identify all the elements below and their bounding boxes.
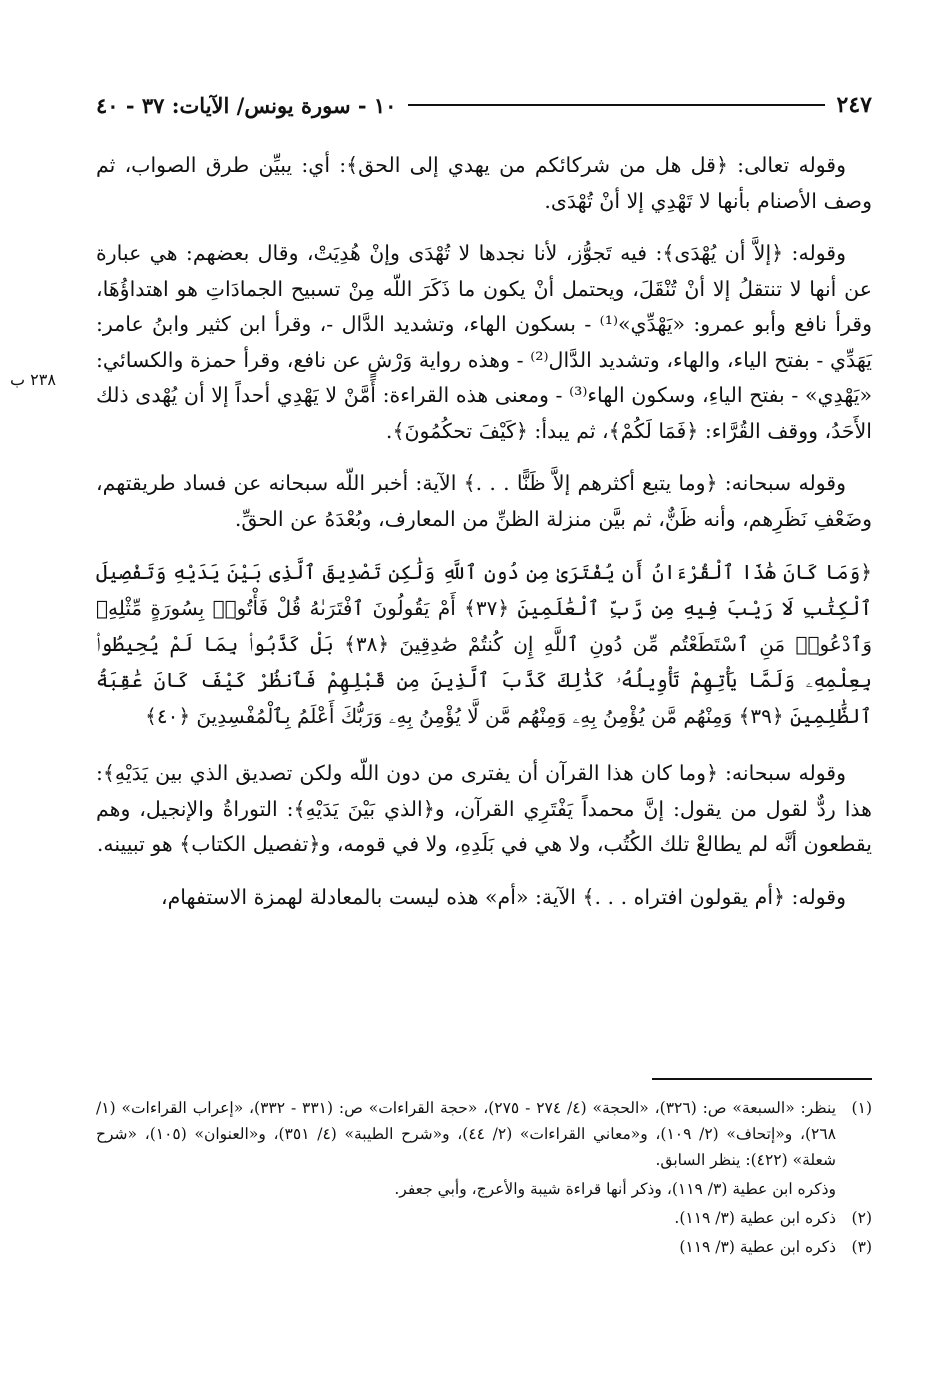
footnote [96,1095,872,1173]
header-rule [408,104,824,106]
running-title: ١٠ - سورة يونس/ الآيات: ٣٧ - ٤٠ [96,92,397,118]
footnote-number: (٣) [851,1238,872,1256]
footnote-number [836,1176,872,1202]
footnote-text: ذكره ابن عطية (٣/ ١١٩). [674,1209,836,1227]
footnote [96,1205,872,1231]
footnote-separator [652,1078,872,1080]
footnote [96,1234,872,1260]
quran-verses: ﴿وَمَا كَانَ هَٰذَا ٱلْقُرْءَانُ أَن يُفْتَرَىٰ مِن دُونِ ٱللَّهِ وَلَٰكِن تَصْدِيقَ ٱلَّذِى بَيْنَ يَدَيْهِ وَتَفْصِيلَ ٱلْكِتَٰبِ لَا رَيْبَ فِيهِ مِن رَّبِّ ٱلْعَٰلَمِينَ ﴿٣٧﴾ أَمْ يَقُولُونَ ٱفْتَرَىٰهُ قُلْ فَأْتُوا۟ بِسُورَةٍ مِّثْلِهِۦ وَٱدْعُوا۟ مَنِ ٱسْتَطَعْتُم مِّن دُونِ ٱللَّهِ إِن كُنتُمْ صَٰدِقِينَ ﴿٣٨﴾ بَلْ كَذَّبُوا۟ بِمَا لَمْ يُحِيطُوا۟ بِعِلْمِهِۦ وَلَمَّا يَأْتِهِمْ تَأْوِيلُهُۥ كَذَٰلِكَ كَذَّبَ ٱلَّذِينَ مِن قَبْلِهِمْ فَٱنظُرْ كَيْفَ كَانَ عَٰقِبَةُ ٱلظَّٰلِمِينَ ﴿٣٩﴾ وَمِنْهُم مَّن يُؤْمِنُ بِهِۦ وَمِنْهُم مَّن لَّا يُؤْمِنُ بِهِۦ وَرَبُّكَ أَعْلَمُ بِٱلْمُفْسِدِينَ ﴿٤٠﴾ [96,560,872,728]
page-number: ٢٤٧ [836,92,872,118]
margin-folio-note: ٢٣٨ ب [10,370,56,389]
footnotes [96,1095,872,1263]
footnote-number: (٢) [851,1209,872,1227]
paragraph: وقوله: ﴿إلاَّ أن يُهْدَى﴾: فيه تَجوُّز، لأنا نجدها لا تُهْدَى وإنْ هُدِيَتْ، وقال بعضهم: هي عبارة عن أنها لا تنتقلُ إلا أنْ تُنْقَلَ، ويحتمل أنْ يكون ما ذَكَرَ اللّه مِنْ تسبيح الجمادَاتِ هو اهتداؤُهَا، وقرأ نافع وأبو عمرو: «يَهْدِّي»⁽¹⁾ - بسكون الهاء، وتشديد الدَّال -، وقرأ ابن كثير وابنُ عامر: يَهَدِّي - بفتح الياء، والهاء، وتشديد الدَّال⁽²⁾ - وهذه رواية وَرْشٍ عن نافع، وقرأ حمزة والكسائي: «يَهْدِي» - بفتح الياءِ، وسكون الهاء⁽³⁾ - ومعنى هذه القراءة: أَمَّنْ لا يَهْدِي أحداً إلا أن يُهْدى ذلك الأَحَدُ، ووقف القُرَّاء: ﴿فَمَا لَكُمْ﴾، ثم يبدأ: ﴿كَيْفَ تحكُمُونَ﴾. [96,241,873,443]
paragraph: وقوله: ﴿أم يقولون افتراه . . .﴾ الآية: «أم» هذه ليست بالمعادلة لهمزة الاستفهام، [161,884,846,909]
footnote-text: ذكره ابن عطية (٣/ ١١٩) [679,1238,836,1256]
main-text [96,148,872,932]
page-header [96,88,872,122]
paragraph: وقوله سبحانه: ﴿وما يتبع أكثرهم إلاَّ ظَنًّا . . .﴾ الآية: أخبر اللّه سبحانه عن فساد طريقتهم، وضَعْفِ نَظَرِهم، وأنه ظَنٌّ، ثم بيَّن منزلة الظنِّ من المعارف، وبُعْدَهُ عن الحقِّ. [96,471,872,531]
footnote-number: (١) [851,1099,872,1117]
paragraph: وقوله تعالى: ﴿قل هل من شركائكم من يهدي إلى الحق﴾: أي: يبيِّن طرق الصواب، ثم وصف الأصنام بأنها لا تَهْدِي إلا أنْ تُهْدَى. [96,153,872,213]
footnote-text: ينظر: «السبعة» ص: (٣٢٦)، «الحجة» (٤/ ٢٧٤ - ٢٧٥)، «حجة القراءات» ص: (٣٣١ - ٣٣٢)، «إعراب القراءات» (١/ ٢٦٨)، و«إتحاف» (٢/ ١٠٩)، و«معاني القراءات» (٢/ ٤٤)، و«شرح الطيبة» (٤/ ٣٥١)، و«العنوان» (١٠٥)، «شرح شعلة» (٤٢٢): ينظر السابق. [96,1099,837,1169]
footnote [96,1176,872,1202]
paragraph: وقوله سبحانه: ﴿وما كان هذا القرآن أن يفترى من دون اللّه ولكن تصديق الذي بين يَدَيْهِ﴾: هذا ردٌّ لقول من يقول: إنَّ محمداً يَفْتَرِي القرآن، و﴿الذي بَيْنَ يَدَيْهِ﴾: التوراةُ والإنجيل، وهم يقطعون أنَّه لم يطالعْ تلك الكُتُب، ولا هي في بَلَدِهِ، ولا في قومه، و﴿تفصيل الكتاب﴾ هو تبيينه. [96,761,872,856]
footnote-text: وذكره ابن عطية (٣/ ١١٩)، وذكر أنها قراءة شيبة والأعرج، وأبي جعفر. [394,1180,836,1198]
